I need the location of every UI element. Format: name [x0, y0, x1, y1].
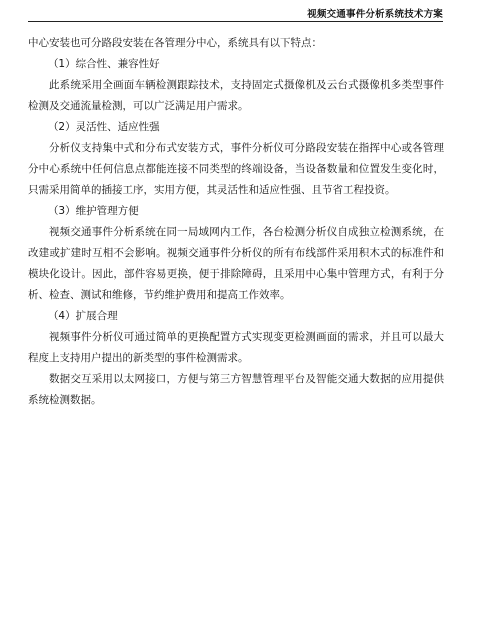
- section-3-paragraph: 视频交通事件分析系统在同一局域网内工作，各台检测分析仪自成独立检测系统，在改建或扩建时互相不会影响。视频交通事件分析仪的所有布线部件采用积木式的标准件和模块化设计。因此，部件容易更换，便于排除障碍，且采用中心集中管理方式，有利于分析、检查、测试和维修，节约维护费用和提高工作效率。: [28, 226, 444, 301]
- document-header-title: 视频交通事件分析系统技术方案: [307, 9, 443, 20]
- section-4-paragraph-1: 视频事件分析仪可通过简单的更换配置方式实现变更检测画面的需求，并且可以最大程度上支持用户提出的新类型的事件检测需求。: [28, 331, 444, 364]
- header-rule: [28, 21, 443, 22]
- intro-paragraph: 中心安装也可分路段安装在各管理分中心，系统具有以下特点：: [28, 37, 322, 49]
- section-1-paragraph: 此系统采用全画面车辆检测跟踪技术，支持固定式摄像机及云台式摄像机多类型事件检测及交通流量检测，可以广泛满足用户需求。: [28, 79, 444, 112]
- document-body: [28, 33, 444, 411]
- section-2-paragraph: 分析仪支持集中式和分布式安装方式，事件分析仪可分路段安装在指挥中心或各管理分中心系统中任何信息点都能连接不同类型的终端设备，当设备数量和位置发生变化时，只需采用简单的插接工序，实用方便，其灵活性和适应性强、且节省工程投资。: [28, 142, 444, 196]
- section-heading-4: （4）扩展合理: [47, 310, 118, 322]
- section-4-paragraph-2: 数据交互采用以太网接口，方便与第三方智慧管理平台及智能交通大数据的应用提供系统检测数据。: [28, 373, 444, 406]
- section-heading-1: （1）综合性、兼容性好: [47, 58, 160, 70]
- section-heading-3: （3）维护管理方便: [47, 205, 139, 217]
- section-heading-2: （2）灵活性、适应性强: [47, 121, 160, 133]
